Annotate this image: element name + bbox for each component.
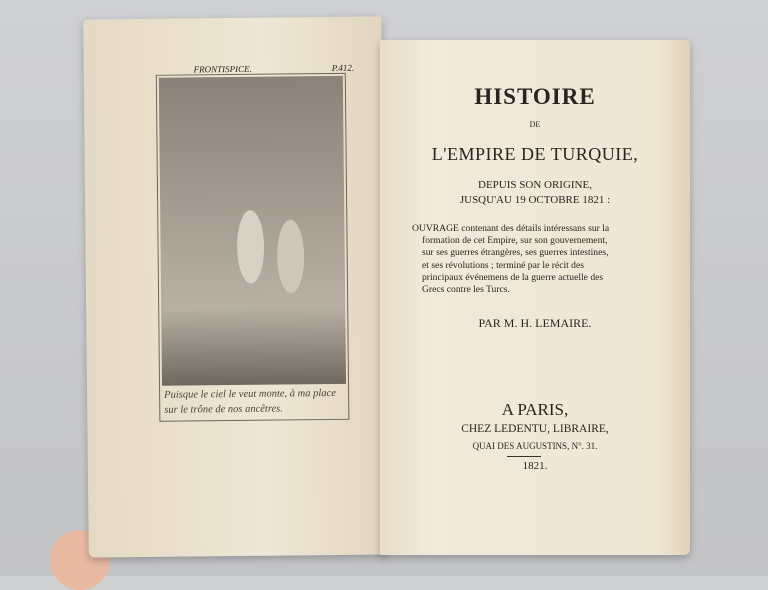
engraving-illustration xyxy=(159,76,346,386)
caption-line: Puisque le ciel le veut monte, à ma place xyxy=(164,387,336,401)
title-de: DE xyxy=(529,120,541,129)
description-line: principaux événemens de la guerre actuelle des xyxy=(422,271,604,283)
frontispiece-header: FRONTISPICE. xyxy=(193,63,252,75)
city: A PARIS, xyxy=(501,400,569,419)
title-page xyxy=(380,40,690,555)
description-line: formation de cet Empire, sur son gouvernement, xyxy=(422,235,608,247)
page-reference: P.412. xyxy=(331,62,355,73)
description xyxy=(412,223,609,296)
address: QUAI DES AUGUSTINS, N°. 31. xyxy=(472,441,598,451)
description-line: OUVRAGE contenant des détails intéressans sur la xyxy=(412,223,610,234)
date-line: JUSQU'AU 19 OCTOBRE 1821 : xyxy=(459,194,611,206)
engraving-caption xyxy=(164,386,346,418)
frontispiece-page xyxy=(83,16,387,557)
year: 1821. xyxy=(522,460,548,472)
description-line: Grecs contre les Turcs. xyxy=(422,284,510,296)
origin-line: DEPUIS SON ORIGINE, xyxy=(478,179,592,191)
description-line: et ses révolutions ; terminé par le récit des xyxy=(422,259,584,271)
book-title: HISTOIRE xyxy=(474,84,596,109)
description-line: sur ses guerres étrangères, ses guerres intestines, xyxy=(422,247,609,259)
publisher: CHEZ LEDENTU, LIBRAIRE, xyxy=(461,423,609,435)
engraving-plate xyxy=(156,73,350,422)
caption-line: sur le trône de nos ancêtres. xyxy=(164,403,283,416)
author: PAR M. H. LEMAIRE. xyxy=(478,316,592,330)
book-subtitle: L'EMPIRE DE TURQUIE, xyxy=(431,144,639,164)
divider xyxy=(507,456,541,457)
